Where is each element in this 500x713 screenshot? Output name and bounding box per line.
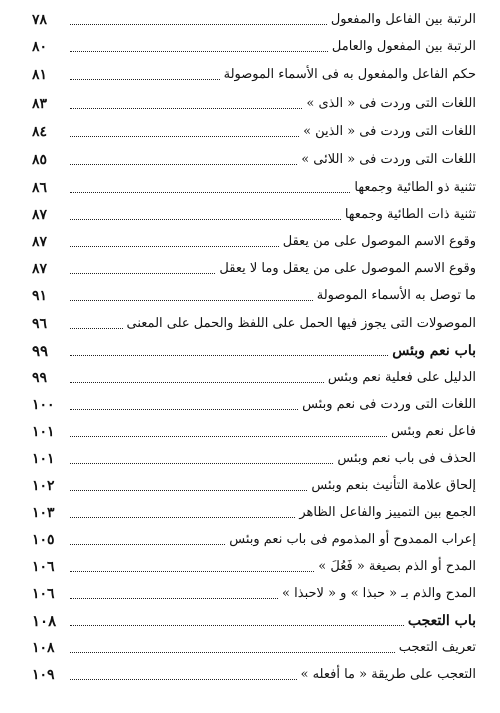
toc-entry (32, 278, 476, 304)
dot-leader (70, 571, 314, 572)
page-number: ٧٨ (32, 12, 48, 28)
page-number: ٨٠ (32, 39, 48, 55)
entry-title: الرتبة بين المفعول والعامل (331, 39, 476, 54)
entry-title: الحذف فى باب نعم وبئس (337, 451, 476, 466)
entry-title: اللغات التى وردت فى « الذى » (306, 96, 476, 111)
toc-entry (32, 170, 476, 196)
section-title: باب التعجب (407, 613, 476, 629)
dot-leader (70, 409, 298, 410)
page-number: ٩٦ (32, 316, 48, 332)
toc-entry (32, 387, 476, 413)
dot-leader (70, 300, 313, 301)
entry-title: تثنية ذات الطائية وجمعها (344, 207, 476, 222)
dot-leader (70, 517, 295, 518)
toc-section-heading (32, 603, 476, 629)
toc-entry (32, 549, 476, 575)
page-number: ٨٧ (32, 207, 48, 223)
page-number: ١٠٨ (32, 612, 57, 630)
entry-title: ما توصل به الأسماء الموصولة (316, 288, 476, 303)
page-number: ١٠٠ (32, 397, 55, 413)
dot-leader (70, 164, 297, 165)
page-number: ٨٤ (32, 124, 48, 140)
dot-leader (70, 51, 328, 52)
page-number: ٨٧ (32, 261, 48, 277)
toc-entry (32, 306, 476, 332)
page-number: ١٠٢ (32, 478, 55, 494)
entry-title: الدليل على فعلية نعم وبئس (327, 370, 476, 385)
entry-title: تعريف التعجب (398, 640, 476, 655)
dot-leader (70, 273, 215, 274)
dot-leader (70, 652, 395, 653)
dot-leader (70, 544, 225, 545)
entry-title: اللغات التى وردت فى نعم وبئس (302, 397, 476, 412)
toc-entry (32, 2, 476, 28)
toc-entry (32, 251, 476, 277)
entry-title: الرتبة بين الفاعل والمفعول (330, 12, 476, 27)
dot-leader (70, 625, 404, 626)
section-title: باب نعم وبئس (392, 343, 476, 359)
dot-leader (70, 108, 302, 109)
page-number: ١٠١ (32, 451, 55, 467)
page-number: ٩١ (32, 288, 48, 304)
dot-leader (70, 192, 350, 193)
toc-entry (32, 495, 476, 521)
page-number: ٨٣ (32, 96, 48, 112)
toc-entry (32, 630, 476, 656)
dot-leader (70, 679, 297, 680)
entry-title: إعراب الممدوح أو المذموم فى باب نعم وبئس (229, 532, 476, 547)
dot-leader (70, 355, 388, 356)
entry-title: الجمع بين التمييز والفاعل الظاهر (299, 505, 476, 520)
dot-leader (70, 136, 299, 137)
page-number: ١٠٨ (32, 640, 55, 656)
entry-title: المدح والذم بـ « حبذا » و « لاحبذا » (282, 586, 476, 601)
entry-title: اللغات التى وردت فى « اللائى » (301, 152, 476, 167)
toc-entry (32, 142, 476, 168)
toc-entry (32, 441, 476, 467)
toc-entry (32, 224, 476, 250)
entry-title: إلحاق علامة التأنيث بنعم وبئس (311, 478, 476, 493)
entry-title: وقوع الاسم الموصول على من يعقل (282, 234, 476, 249)
page-number: ١٠٩ (32, 667, 55, 683)
toc-section-heading (32, 333, 476, 359)
dot-leader (70, 463, 333, 464)
dot-leader (70, 328, 123, 329)
page-number: ٩٩ (32, 342, 49, 360)
page-number: ٨١ (32, 67, 48, 83)
page-number: ٨٦ (32, 180, 48, 196)
page-number: ٨٥ (32, 152, 48, 168)
dot-leader (70, 79, 220, 80)
dot-leader (70, 219, 341, 220)
toc-entry (32, 114, 476, 140)
toc-entry (32, 57, 476, 83)
dot-leader (70, 436, 387, 437)
toc-entry (32, 414, 476, 440)
page-number: ١٠٦ (32, 559, 55, 575)
entry-title: الموصولات التى يجوز فيها الحمل على اللفظ والحمل على المعنى (126, 316, 476, 331)
dot-leader (70, 382, 324, 383)
entry-title: فاعل نعم وبئس (391, 424, 476, 439)
entry-title: وقوع الاسم الموصول على من يعقل وما لا يعقل (219, 261, 476, 276)
toc-entry (32, 576, 476, 602)
toc-entry (32, 360, 476, 386)
page-number: ٨٧ (32, 234, 48, 250)
dot-leader (70, 246, 279, 247)
entry-title: حكم الفاعل والمفعول به فى الأسماء الموصولة (223, 67, 476, 82)
page-number: ١٠٣ (32, 505, 55, 521)
toc-entry (32, 468, 476, 494)
page-number: ١٠١ (32, 424, 55, 440)
toc-entry (32, 86, 476, 112)
entry-title: المدح أو الذم بصيغة « فَعُلَ » (318, 559, 476, 574)
entry-title: تثنية ذو الطائية وجمعها (354, 180, 476, 195)
dot-leader (70, 24, 327, 25)
page-number: ١٠٦ (32, 586, 55, 602)
toc-entry (32, 522, 476, 548)
toc-entry (32, 197, 476, 223)
page-number: ١٠٥ (32, 532, 55, 548)
dot-leader (70, 490, 307, 491)
dot-leader (70, 598, 278, 599)
entry-title: التعجب على طريقة « ما أفعله » (300, 667, 476, 682)
toc-entry (32, 657, 476, 683)
entry-title: اللغات التى وردت فى « الذين » (303, 124, 476, 139)
page-number: ٩٩ (32, 370, 48, 386)
toc-entry (32, 29, 476, 55)
